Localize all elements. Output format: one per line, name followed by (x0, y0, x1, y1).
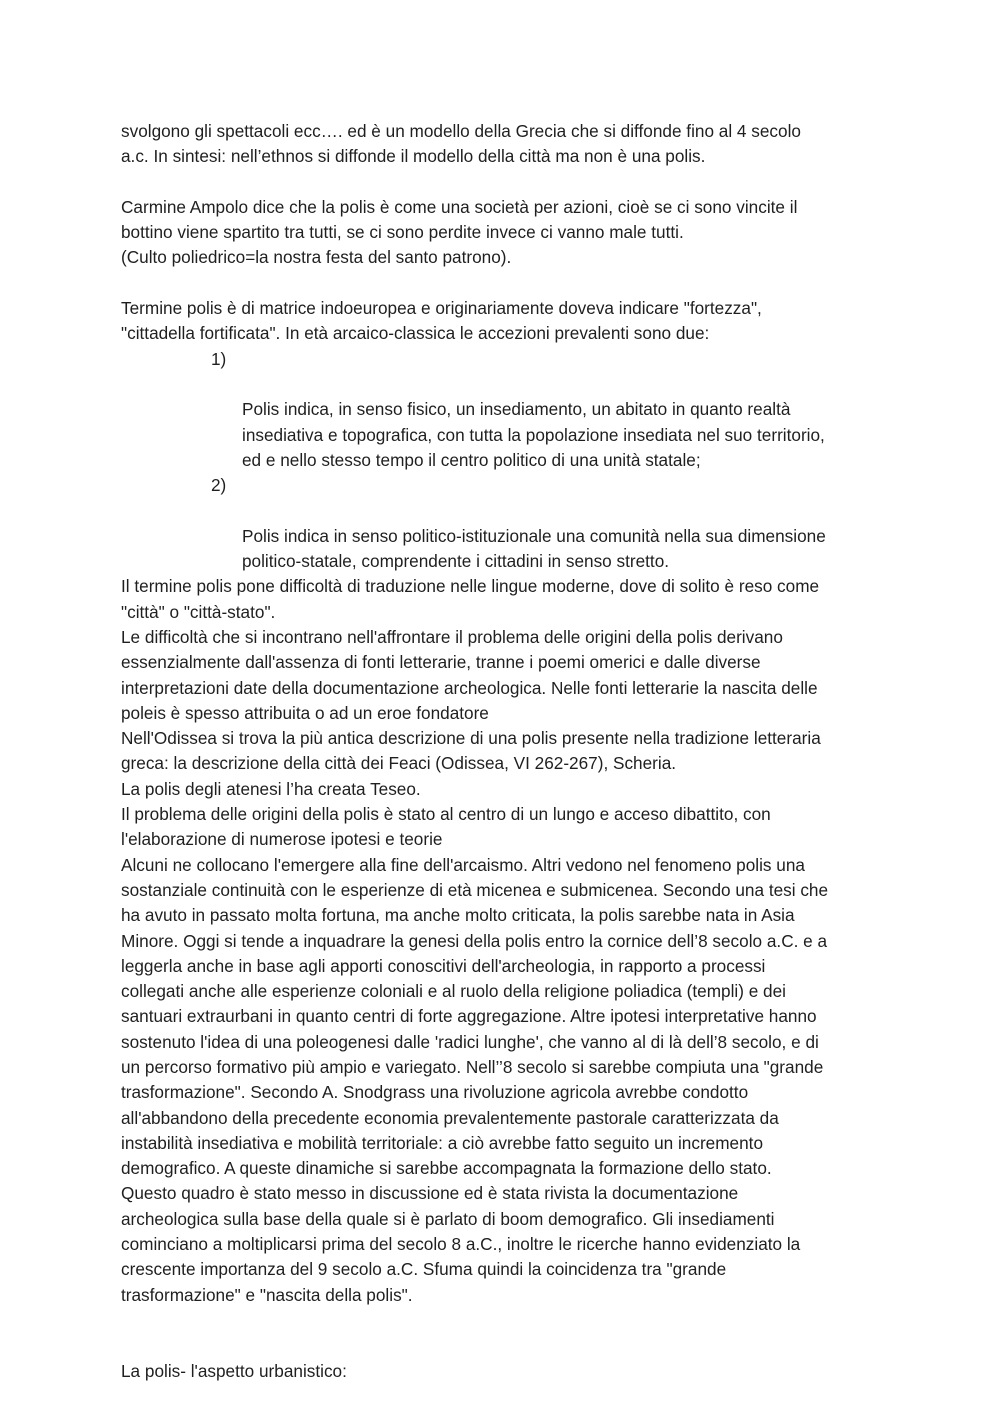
paragraph-spacer (121, 170, 881, 195)
list-item (121, 347, 881, 473)
paragraph-problema-origini: Il problema delle origini della polis è stato al centro di un lungo e acceso dibattito, con l'elaborazione di numerose ipotesi e teorie (121, 804, 771, 850)
paragraph-ipotesi: Alcuni ne collocano l'emergere alla fine dell'arcaismo. Altri vedono nel fenomeno polis una sostanziale continuità con le esperienze di età micenea e submicenea. Secondo una tesi che ha avuto in passato molta fortuna, ma anche molto criticata, la polis sarebbe nata in Asia Minore. Oggi si tende a inquadrare la genesi della polis entro la cornice dell’8 secolo a.C. e a leggerla anche in base agli apporti conoscitivi dell'archeologia, in rapporto a processi collegati anche alle esperienze coloniali e al ruolo della religione poliadica (templi) e dei santuari extraurbani in quanto centri di forte aggregazione. Altre ipotesi interpretative hanno sostenuto l'idea di una poleogenesi dalle 'radici lunghe', che vanno al di là dell’8 secolo, e di un percorso formativo più ampio e variegato. Nell’’8 secolo si sarebbe compiuta una "grande trasformazione". Secondo A. Snodgrass una rivoluzione agricola avrebbe condotto all'abbandono della precedente economia prevalentemente pastorale caratterizzata da instabilità insediativa e mobilità territoriale: a ciò avrebbe fatto seguito un incremento demografico. A queste dinamiche si sarebbe accompagnata la formazione dello stato. Questo quadro è stato messo in discussione ed è stata rivista la documentazione archeologica sulla base della quale si è parlato di boom demografico. Gli insediamenti cominciano a moltiplicarsi prima del secolo 8 a.C., inoltre le ricerche hanno evidenziato la crescente importanza del 9 secolo a.C. Sfuma quindi la coincidenza tra "grande trasformazione" e "nascita della polis". (121, 854, 829, 1305)
document-page (121, 119, 881, 1384)
paragraph-odissea: Nell'Odissea si trova la più antica descrizione di una polis presente nella tradizione letteraria greca: la descrizione della città dei Feaci (Odissea, VI 262-267), Scheria. (121, 728, 821, 774)
paragraph-spacer (121, 271, 881, 296)
paragraph-termine-polis: Termine polis è di matrice indoeuropea e originariamente doveva indicare "fortezza", "cittadella fortificata". In età arcaico-classica le accezioni prevalenti sono due: (121, 298, 762, 344)
paragraph-spacer (121, 1308, 881, 1359)
paragraph-traduzione: Il termine polis pone difficoltà di traduzione nelle lingue moderne, dove di solito è reso come "città" o "città-stato". (121, 576, 820, 622)
paragraph-ampolo: Carmine Ampolo dice che la polis è come una società per azioni, cioè se ci sono vincite il bottino viene spartito tra tutti, se ci sono perdite invece ci vanno male tutti. (Culto poliedrico=la nostra festa del santo patrono). (121, 196, 798, 268)
list-item-text: Polis indica in senso politico-istituzionale una comunità nella sua dimensione politico-statale, comprendente i cittadini in senso stretto. (242, 525, 826, 572)
paragraph-teseo: La polis degli atenesi l’ha creata Teseo. (121, 778, 421, 799)
section-heading-urbanistico: La polis- l'aspetto urbanistico: (121, 1360, 347, 1381)
list-item-number: 2) (211, 475, 227, 496)
list-item-number: 1) (211, 348, 227, 369)
paragraph-difficolta: Le difficoltà che si incontrano nell'affrontare il problema delle origini della polis derivano essenzialmente dall'assenza di fonti letterarie, tranne i poemi omerici e dalle diverse interpretazioni date della documentazione archeologica. Nelle fonti letterarie la nascita delle poleis è spesso attribuita o ad un eroe fondatore (121, 626, 818, 723)
accezioni-list (121, 347, 881, 575)
list-item-text: Polis indica, in senso fisico, un insediamento, un abitato in quanto realtà insediativa e topografica, con tutta la popolazione insediata nel suo territorio, ed e nello stesso tempo il centro politico di una unità statale; (242, 399, 825, 470)
list-item (121, 473, 881, 574)
paragraph-spettacoli: svolgono gli spettacoli ecc…. ed è un modello della Grecia che si diffonde fino al 4 secolo a.c. In sintesi: nell’ethnos si diffonde il modello della città ma non è una polis. (121, 121, 801, 167)
